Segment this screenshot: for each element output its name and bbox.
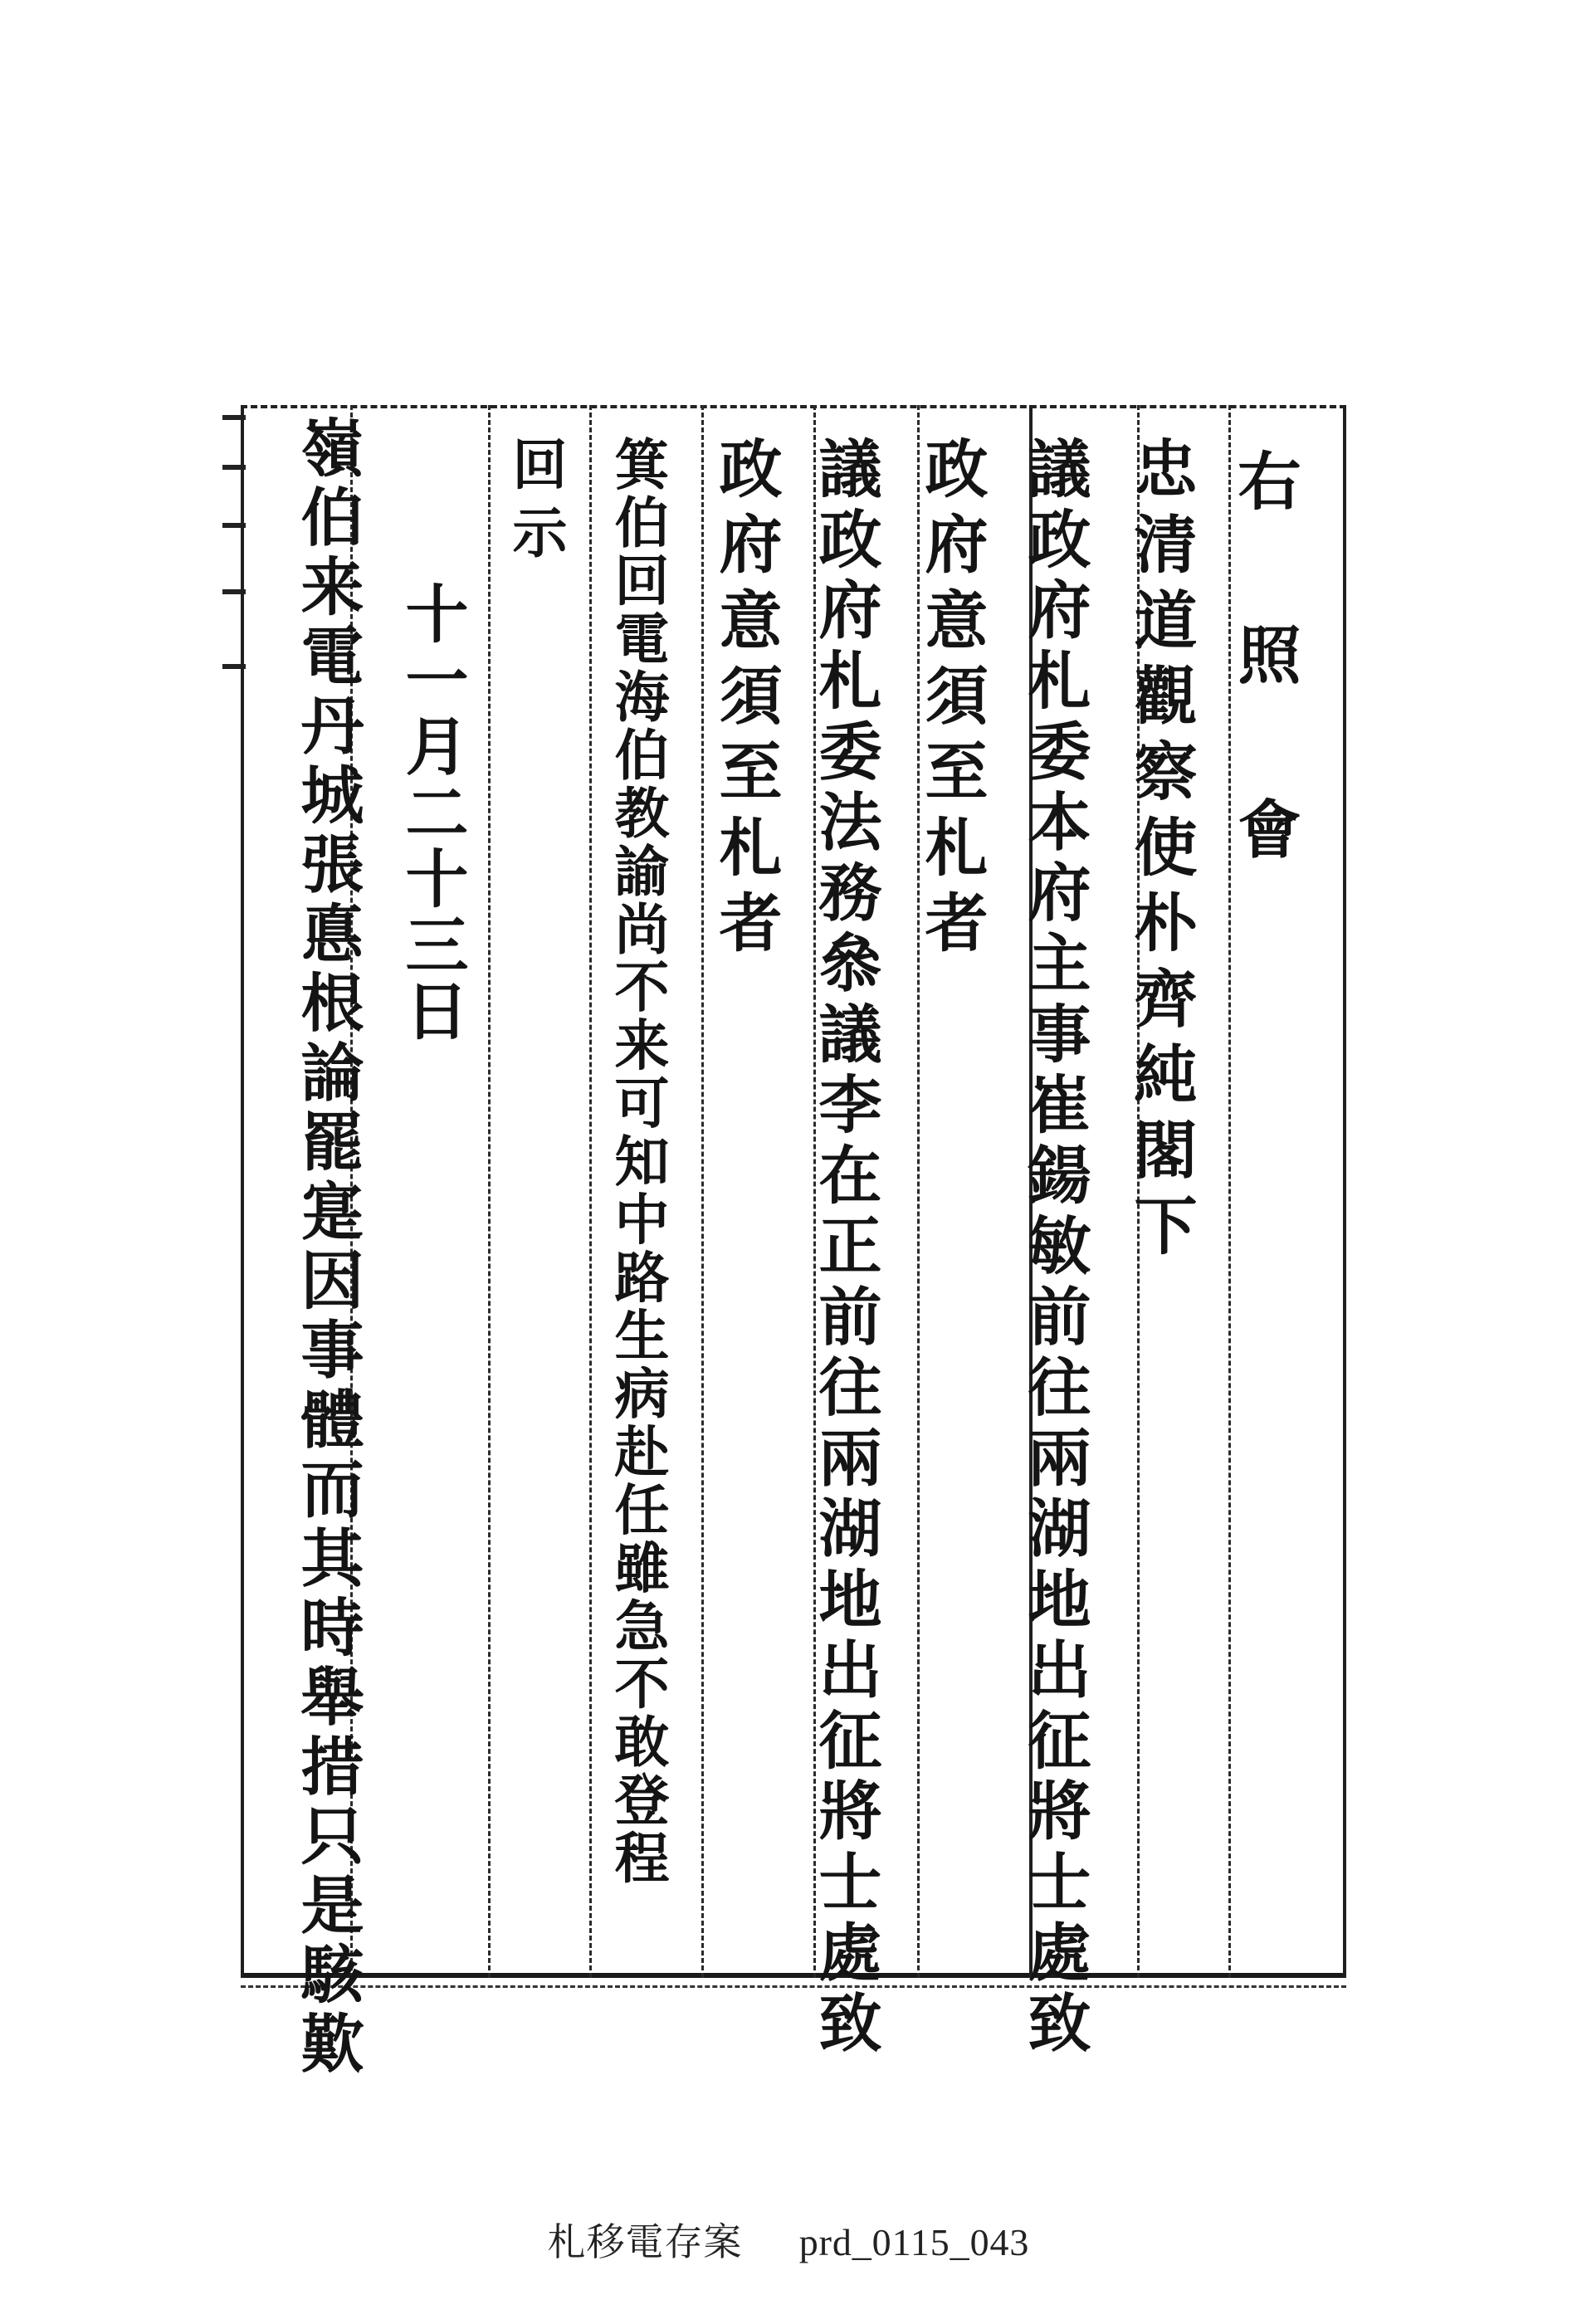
column-text: 政府意須至札者 <box>709 436 783 966</box>
column-text: 政府意須至札者 <box>915 436 989 966</box>
column-rule <box>1343 405 1346 1978</box>
page-identifier: prd_0115_043 <box>798 2221 1030 2263</box>
column-rule <box>589 405 592 1978</box>
column-addressee: 忠清道觀察使朴齊純閣下 <box>1124 436 1198 1269</box>
column-text: 議政府札委法務叅議李在正前往兩湖地出征將士處致 <box>808 436 882 2061</box>
column-text: 回示 <box>503 436 568 572</box>
column-text: 箕伯回電海伯教諭尚不来可知中路生病赴任雖急不敢登程 <box>605 436 670 1887</box>
collection-title: 札移電存案 <box>547 2221 743 2263</box>
column-text: 議政府札委本府主事崔鍚敏前往兩湖地出征將士處致 <box>1018 436 1091 2061</box>
page-caption <box>0 2212 1577 2267</box>
frame-bottom-rule <box>241 1973 1346 1978</box>
column-date: 十一月二十三日 <box>395 581 469 1045</box>
column-rule <box>488 405 491 1978</box>
column-rule <box>241 405 244 1978</box>
frame-bottom-rule-lower <box>241 1985 1346 1988</box>
frame-top-rule <box>241 405 1346 408</box>
column-text: 嶺伯来電丹城張悳根論罷寔因事體而其時舉措只是駭歎 <box>290 415 364 2081</box>
column-heading: 右 照 會 <box>1228 448 1301 884</box>
column-rule <box>701 405 704 1978</box>
